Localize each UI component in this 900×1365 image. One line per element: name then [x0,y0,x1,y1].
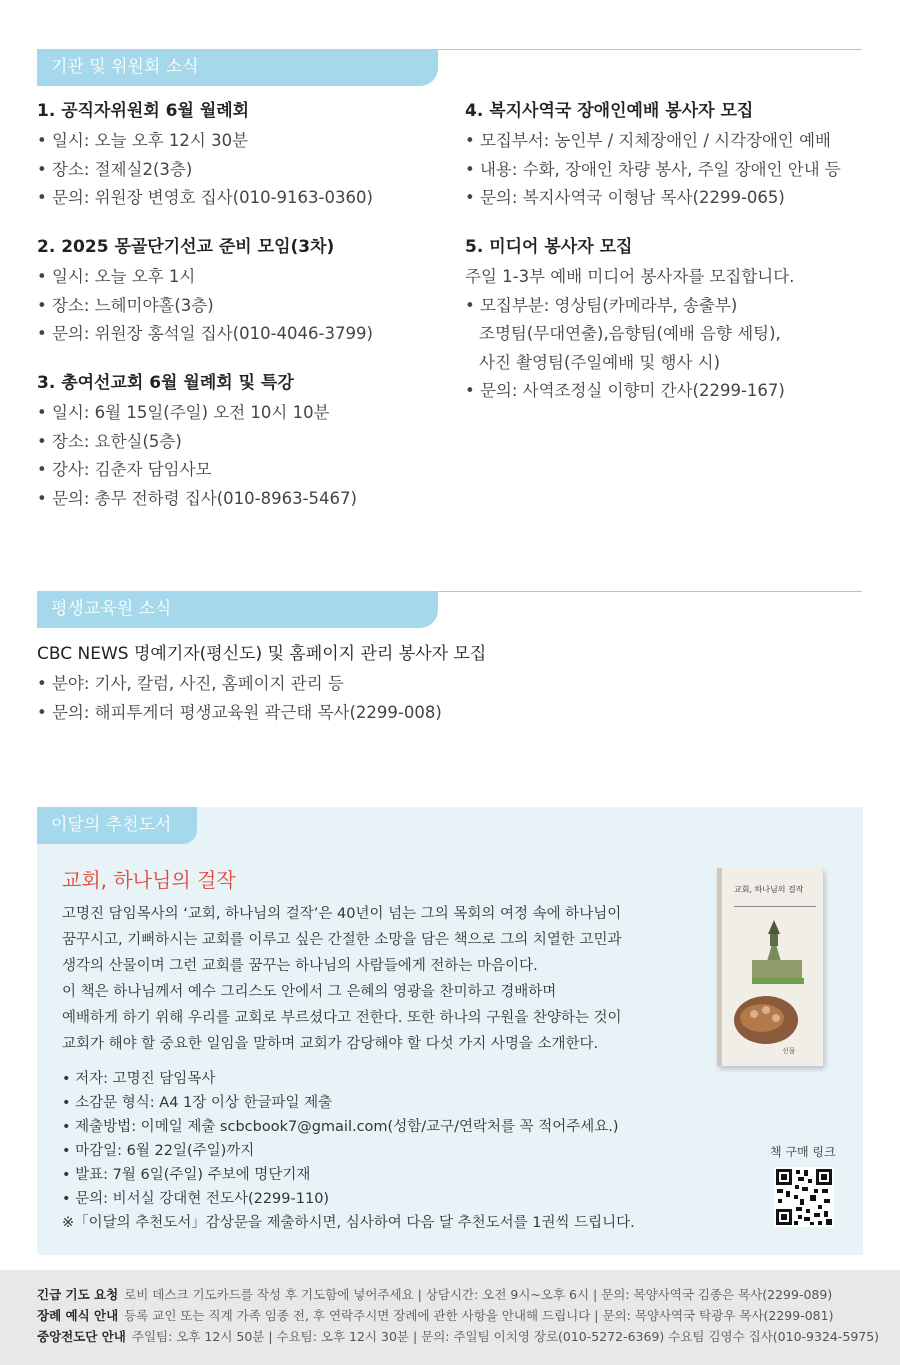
book-cover-image [717,868,823,1066]
notice-title: 3. 총여선교회 6월 월례회 및 특강 [37,373,294,393]
institution-section-header [37,49,862,86]
detail-line: • 제출방법: 이메일 제출 scbcbook7@gmail.com(성함/교구/연락처를 꼭 적어주세요.) [62,1119,619,1135]
buy-link-label: 책 구매 링크 [770,1145,836,1159]
description-line: 고명진 담임목사의 ‘교회, 하나님의 걸작’은 40년이 넘는 그의 목회의 여정 속에 하나님이 [62,906,622,922]
notice-line: • 문의: 위원장 변영호 집사(010-9163-0360) [37,188,373,207]
footer-text: 로비 데스크 기도카드를 작성 후 기도함에 넣어주세요 | 상담시간: 오전 9시~오후 6시 | 문의: 목양사역국 김종은 목사(2299-089) [124,1287,833,1302]
detail-line: ※「이달의 추천도서」감상문을 제출하시면, 심사하여 다음 달 추천도서를 1권씩 드립니다. [62,1215,635,1231]
notice-line: • 장소: 느헤미야홀(3층) [37,295,214,315]
detail-line: • 발표: 7월 6일(주일) 주보에 명단기재 [62,1167,311,1183]
notice-item-3 [37,371,457,513]
notice-line: 조명팀(무대연출),음향팀(예배 음향 세팅), [479,324,781,343]
notice-item-2 [37,235,457,349]
notice-line: • 일시: 오늘 오후 12시 30분 [37,131,249,150]
footer-label: 장례 예식 안내 [37,1308,119,1323]
footer-row-evangelism [37,1328,879,1346]
notice-line: 주일 1-3부 예배 미디어 봉사자를 모집합니다. [465,267,795,286]
detail-line: • 저자: 고명진 담임목사 [62,1071,216,1087]
description-line: 이 책은 하나님께서 예수 그리스도 안에서 그 은혜의 영광을 찬미하고 경배하며 [62,984,557,1000]
footer-text: 주일팀: 오후 12시 50분 | 수요팀: 오후 12시 30분 | 문의: 주일팀 이치영 장로(010-5272-6369) 수요팀 김영수 집사(010-9324-5975) [131,1329,880,1344]
notice-line: 사진 촬영팀(주일예배 및 행사 시) [479,352,721,372]
notice-item-4 [465,99,885,213]
description-line: 예배하게 하기 위해 우리를 교회로 부르셨다고 전한다. 또한 하나의 구원을 찬양하는 것이 [62,1010,622,1026]
education-item [37,642,637,727]
notice-item-1 [37,99,457,213]
notice-line: • 문의: 복지사역국 이형남 목사(2299-065) [465,188,785,207]
footer-info [0,1270,900,1365]
detail-line: • 소감문 형식: A4 1장 이상 한글파일 제출 [62,1095,333,1111]
cover-title: 교회, 하나님의 걸작 [734,885,804,894]
notice-title: 2. 2025 몽골단기선교 준비 모임(3차) [37,237,335,257]
cover-illustration [722,868,828,1066]
notice-line: • 장소: 절제실2(3층) [37,159,193,179]
notice-title: CBC NEWS 명예기자(평신도) 및 홈페이지 관리 봉사자 모집 [37,644,487,664]
cover-publisher: 선물 [782,1047,796,1055]
notice-item-5 [465,235,885,406]
notice-title: 5. 미디어 봉사자 모집 [465,237,633,257]
description-line: 교회가 해야 할 중요한 일임을 말하며 교회가 감당해야 할 다섯 가지 사명을 소개한다. [62,1036,599,1052]
notice-line: • 장소: 요한실(5층) [37,431,182,451]
footer-label: 긴급 기도 요청 [37,1287,119,1302]
footer-label: 중앙전도단 안내 [37,1329,126,1344]
detail-line: • 마감일: 6월 22일(주일)까지 [62,1143,255,1159]
notice-line: • 강사: 김춘자 담임사모 [37,460,212,479]
notice-line: • 분야: 기사, 칼럼, 사진, 홈페이지 관리 등 [37,674,344,693]
footer-row-prayer [37,1286,832,1304]
book-description [62,901,712,1057]
section-title: 이달의 추천도서 [37,807,197,844]
notice-line: • 모집부분: 영상팀(카메라부, 송출부) [465,295,738,315]
notice-line: • 일시: 오늘 오후 1시 [37,267,196,286]
footer-text: 등록 교인 또는 직계 가족 임종 전, 후 연락주시면 장례에 관한 사항을 안내해 드립니다 | 문의: 목양사역국 탁광우 목사(2299-081) [124,1308,834,1323]
notice-line: • 문의: 해피투게더 평생교육원 곽근태 목사(2299-008) [37,702,442,722]
detail-line: • 문의: 비서실 강대현 전도사(2299-110) [62,1191,330,1207]
book-details [62,1067,742,1235]
notice-title: 4. 복지사역국 장애인예배 봉사자 모집 [465,101,754,121]
notice-line: • 내용: 수화, 장애인 차량 봉사, 주일 장애인 안내 등 [465,159,841,179]
notice-title: 1. 공직자위원회 6월 월례회 [37,101,250,121]
notice-line: • 문의: 위원장 홍석일 집사(010-4046-3799) [37,324,373,343]
description-line: 꿈꾸시고, 기뻐하시는 교회를 이루고 싶은 간절한 소망을 담은 책으로 그의 치열한 고민과 [62,932,622,948]
notice-line: • 모집부서: 농인부 / 지체장애인 / 시각장애인 예배 [465,131,831,150]
education-section-header [37,591,862,628]
footer-row-funeral [37,1307,833,1325]
section-title: 기관 및 위원회 소식 [37,49,438,86]
notice-line: • 문의: 사역조정실 이향미 간사(2299-167) [465,381,785,400]
notice-line: • 일시: 6월 15일(주일) 오전 10시 10분 [37,403,330,422]
section-title: 평생교육원 소식 [37,591,438,628]
notice-line: • 문의: 총무 전하령 집사(010-8963-5467) [37,488,357,508]
recommended-book-panel [37,807,863,1255]
qr-code-icon[interactable] [774,1167,834,1227]
book-title: 교회, 하나님의 걸작 [62,868,236,892]
description-line: 생각의 산물이며 그런 교회를 꿈꾸는 하나님의 사람들에게 전하는 마음이다. [62,958,538,974]
